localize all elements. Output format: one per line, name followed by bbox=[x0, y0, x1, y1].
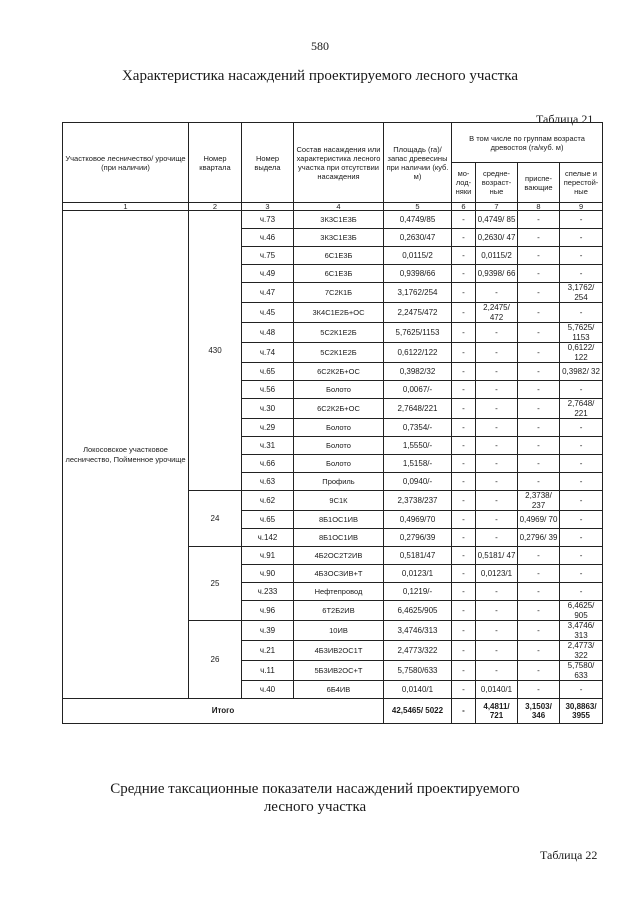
middle-cell: - bbox=[476, 363, 518, 381]
mature-cell: - bbox=[560, 491, 603, 511]
area-cell: 2,7648/221 bbox=[384, 399, 452, 419]
total-label: Итого bbox=[63, 699, 384, 724]
header-composition: Состав насаждения или характеристика лесного участка при отсутствии насаждения bbox=[294, 123, 384, 203]
total-mature: 30,8863/ 3955 bbox=[560, 699, 603, 724]
area-cell: 0,0940/- bbox=[384, 473, 452, 491]
area-cell: 0,7354/- bbox=[384, 419, 452, 437]
young-cell: - bbox=[452, 343, 476, 363]
area-cell: 0,4969/70 bbox=[384, 511, 452, 529]
young-cell: - bbox=[452, 211, 476, 229]
young-cell: - bbox=[452, 265, 476, 283]
mature-cell: 0,3982/ 32 bbox=[560, 363, 603, 381]
plot-cell: ч.62 bbox=[242, 491, 294, 511]
premature-cell: - bbox=[518, 583, 560, 601]
composition-cell: 7С2К1Б bbox=[294, 283, 384, 303]
composition-cell: 3К3С1Е3Б bbox=[294, 211, 384, 229]
total-premature: 3,1503/ 346 bbox=[518, 699, 560, 724]
premature-cell: - bbox=[518, 437, 560, 455]
premature-cell: - bbox=[518, 381, 560, 399]
mature-cell: - bbox=[560, 437, 603, 455]
quarter-cell: 24 bbox=[189, 491, 242, 547]
young-cell: - bbox=[452, 363, 476, 381]
young-cell: - bbox=[452, 529, 476, 547]
middle-cell: - bbox=[476, 491, 518, 511]
premature-cell: - bbox=[518, 247, 560, 265]
plot-cell: ч.142 bbox=[242, 529, 294, 547]
composition-cell: Болото bbox=[294, 437, 384, 455]
mature-cell: 3,1762/ 254 bbox=[560, 283, 603, 303]
middle-cell: - bbox=[476, 343, 518, 363]
middle-cell: - bbox=[476, 601, 518, 621]
mature-cell: - bbox=[560, 473, 603, 491]
premature-cell: 0,2796/ 39 bbox=[518, 529, 560, 547]
premature-cell: - bbox=[518, 211, 560, 229]
composition-cell: 6С2К2Б+ОС bbox=[294, 399, 384, 419]
area-cell: 2,4773/322 bbox=[384, 641, 452, 661]
column-number: 3 bbox=[242, 203, 294, 211]
area-cell: 0,0123/1 bbox=[384, 565, 452, 583]
plot-cell: ч.63 bbox=[242, 473, 294, 491]
young-cell: - bbox=[452, 247, 476, 265]
middle-cell: 0,9398/ 66 bbox=[476, 265, 518, 283]
premature-cell: - bbox=[518, 455, 560, 473]
young-cell: - bbox=[452, 661, 476, 681]
area-cell: 0,2630/47 bbox=[384, 229, 452, 247]
page-number: 580 bbox=[311, 39, 329, 53]
plot-cell: ч.30 bbox=[242, 399, 294, 419]
area-cell: 0,0140/1 bbox=[384, 681, 452, 699]
premature-cell: - bbox=[518, 343, 560, 363]
premature-cell: - bbox=[518, 641, 560, 661]
young-cell: - bbox=[452, 283, 476, 303]
header-forestry: Участковое лесничество/ урочище (при наличии) bbox=[63, 123, 189, 203]
middle-cell: - bbox=[476, 583, 518, 601]
column-number: 7 bbox=[476, 203, 518, 211]
young-cell: - bbox=[452, 419, 476, 437]
middle-cell: 0,4749/ 85 bbox=[476, 211, 518, 229]
plot-cell: ч.90 bbox=[242, 565, 294, 583]
area-cell: 3,4746/313 bbox=[384, 621, 452, 641]
mature-cell: - bbox=[560, 565, 603, 583]
header-mature: спелые и перестой-ные bbox=[560, 163, 603, 203]
plot-cell: ч.91 bbox=[242, 547, 294, 565]
plot-cell: ч.66 bbox=[242, 455, 294, 473]
young-cell: - bbox=[452, 473, 476, 491]
mature-cell: 3,4746/ 313 bbox=[560, 621, 603, 641]
composition-cell: 5Б3ИВ2ОС+Т bbox=[294, 661, 384, 681]
table-22-label: Таблица 22 bbox=[540, 848, 598, 862]
middle-cell: - bbox=[476, 641, 518, 661]
composition-cell: 4Б3ИВ2ОС1Т bbox=[294, 641, 384, 661]
young-cell: - bbox=[452, 583, 476, 601]
middle-cell: - bbox=[476, 473, 518, 491]
area-cell: 0,2796/39 bbox=[384, 529, 452, 547]
mature-cell: 0,6122/ 122 bbox=[560, 343, 603, 363]
composition-cell: 6С1Е3Б bbox=[294, 265, 384, 283]
plot-cell: ч.31 bbox=[242, 437, 294, 455]
mature-cell: - bbox=[560, 229, 603, 247]
plot-cell: ч.11 bbox=[242, 661, 294, 681]
premature-cell: - bbox=[518, 283, 560, 303]
area-cell: 0,0067/- bbox=[384, 381, 452, 399]
column-number: 2 bbox=[189, 203, 242, 211]
young-cell: - bbox=[452, 681, 476, 699]
mature-cell: - bbox=[560, 303, 603, 323]
header-plot: Номер выдела bbox=[242, 123, 294, 203]
quarter-cell: 26 bbox=[189, 621, 242, 699]
plot-cell: ч.39 bbox=[242, 621, 294, 641]
composition-cell: Нефтепровод bbox=[294, 583, 384, 601]
premature-cell: - bbox=[518, 265, 560, 283]
composition-cell: 3К3С1Е3Б bbox=[294, 229, 384, 247]
plot-cell: ч.49 bbox=[242, 265, 294, 283]
column-number: 4 bbox=[294, 203, 384, 211]
area-cell: 0,0115/2 bbox=[384, 247, 452, 265]
young-cell: - bbox=[452, 565, 476, 583]
young-cell: - bbox=[452, 455, 476, 473]
total-middle: 4,4811/ 721 bbox=[476, 699, 518, 724]
composition-cell: Болото bbox=[294, 381, 384, 399]
mature-cell: - bbox=[560, 547, 603, 565]
quarter-cell: 25 bbox=[189, 547, 242, 621]
middle-cell: - bbox=[476, 399, 518, 419]
plot-cell: ч.45 bbox=[242, 303, 294, 323]
plot-cell: ч.21 bbox=[242, 641, 294, 661]
premature-cell: 2,3738/ 237 bbox=[518, 491, 560, 511]
area-cell: 1,5550/- bbox=[384, 437, 452, 455]
mature-cell: - bbox=[560, 211, 603, 229]
young-cell: - bbox=[452, 601, 476, 621]
header-middle: средне-возраст-ные bbox=[476, 163, 518, 203]
plot-cell: ч.75 bbox=[242, 247, 294, 265]
plot-cell: ч.46 bbox=[242, 229, 294, 247]
area-cell: 0,6122/122 bbox=[384, 343, 452, 363]
premature-cell: - bbox=[518, 621, 560, 641]
total-young: - bbox=[452, 699, 476, 724]
mature-cell: 2,7648/ 221 bbox=[560, 399, 603, 419]
composition-cell: Болото bbox=[294, 419, 384, 437]
plot-cell: ч.96 bbox=[242, 601, 294, 621]
mature-cell: - bbox=[560, 247, 603, 265]
composition-cell: 4Б2ОС2Т2ИВ bbox=[294, 547, 384, 565]
composition-cell: 4Б3ОС3ИВ+Т bbox=[294, 565, 384, 583]
young-cell: - bbox=[452, 381, 476, 399]
plot-cell: ч.40 bbox=[242, 681, 294, 699]
composition-cell: Профиль bbox=[294, 473, 384, 491]
area-cell: 0,4749/85 bbox=[384, 211, 452, 229]
mature-cell: - bbox=[560, 381, 603, 399]
plot-cell: ч.73 bbox=[242, 211, 294, 229]
section-heading: Средние таксационные показатели насаждений проектируемого лесного участка bbox=[110, 781, 520, 815]
area-cell: 3,1762/254 bbox=[384, 283, 452, 303]
middle-cell: - bbox=[476, 437, 518, 455]
middle-cell: - bbox=[476, 323, 518, 343]
composition-cell: Болото bbox=[294, 455, 384, 473]
plot-cell: ч.47 bbox=[242, 283, 294, 303]
quarter-cell: 430 bbox=[189, 211, 242, 491]
area-cell: 2,2475/472 bbox=[384, 303, 452, 323]
composition-cell: 8Б1ОС1ИВ bbox=[294, 529, 384, 547]
premature-cell: - bbox=[518, 323, 560, 343]
mature-cell: 5,7625/ 1153 bbox=[560, 323, 603, 343]
young-cell: - bbox=[452, 229, 476, 247]
column-number: 8 bbox=[518, 203, 560, 211]
middle-cell: - bbox=[476, 455, 518, 473]
plot-cell: ч.65 bbox=[242, 511, 294, 529]
mature-cell: - bbox=[560, 681, 603, 699]
mature-cell: - bbox=[560, 265, 603, 283]
young-cell: - bbox=[452, 303, 476, 323]
premature-cell: - bbox=[518, 601, 560, 621]
middle-cell: 0,2630/ 47 bbox=[476, 229, 518, 247]
composition-cell: 6С2К2Б+ОС bbox=[294, 363, 384, 381]
plot-cell: ч.74 bbox=[242, 343, 294, 363]
header-age-group: В том числе по группам возраста древостоя (га/куб. м) bbox=[452, 123, 603, 163]
header-premature: приспе-вающие bbox=[518, 163, 560, 203]
middle-cell: - bbox=[476, 283, 518, 303]
premature-cell: - bbox=[518, 303, 560, 323]
premature-cell: - bbox=[518, 473, 560, 491]
plot-cell: ч.29 bbox=[242, 419, 294, 437]
composition-cell: 8Б1ОС1ИВ bbox=[294, 511, 384, 529]
area-cell: 1,5158/- bbox=[384, 455, 452, 473]
composition-cell: 6Т2Б2ИВ bbox=[294, 601, 384, 621]
middle-cell: - bbox=[476, 661, 518, 681]
premature-cell: - bbox=[518, 363, 560, 381]
header-area: Площадь (га)/запас древесины при наличии (куб. м) bbox=[384, 123, 452, 203]
header-young: мо-лод-няки bbox=[452, 163, 476, 203]
composition-cell: 6С1Е3Б bbox=[294, 247, 384, 265]
composition-cell: 6Б4ИВ bbox=[294, 681, 384, 699]
premature-cell: - bbox=[518, 661, 560, 681]
middle-cell: - bbox=[476, 529, 518, 547]
total-row bbox=[63, 699, 603, 724]
middle-cell: - bbox=[476, 621, 518, 641]
mature-cell: 6,4625/ 905 bbox=[560, 601, 603, 621]
mature-cell: 2,4773/ 322 bbox=[560, 641, 603, 661]
area-cell: 2,3738/237 bbox=[384, 491, 452, 511]
mature-cell: 5,7580/ 633 bbox=[560, 661, 603, 681]
column-number: 6 bbox=[452, 203, 476, 211]
area-cell: 0,9398/66 bbox=[384, 265, 452, 283]
plot-cell: ч.65 bbox=[242, 363, 294, 381]
area-cell: 5,7625/1153 bbox=[384, 323, 452, 343]
area-cell: 0,3982/32 bbox=[384, 363, 452, 381]
young-cell: - bbox=[452, 323, 476, 343]
mature-cell: - bbox=[560, 511, 603, 529]
composition-cell: 10ИВ bbox=[294, 621, 384, 641]
composition-cell: 3К4С1Е2Б+ОС bbox=[294, 303, 384, 323]
area-cell: 0,1219/- bbox=[384, 583, 452, 601]
composition-cell: 5С2К1Е2Б bbox=[294, 343, 384, 363]
middle-cell: - bbox=[476, 511, 518, 529]
column-number: 9 bbox=[560, 203, 603, 211]
total-area: 42,5465/ 5022 bbox=[384, 699, 452, 724]
middle-cell: - bbox=[476, 419, 518, 437]
forestry-cell: Локосовское участковое лесничество, Пойменное урочище bbox=[63, 211, 189, 699]
young-cell: - bbox=[452, 399, 476, 419]
young-cell: - bbox=[452, 437, 476, 455]
premature-cell: - bbox=[518, 565, 560, 583]
middle-cell: - bbox=[476, 381, 518, 399]
area-cell: 6,4625/905 bbox=[384, 601, 452, 621]
middle-cell: 0,0115/2 bbox=[476, 247, 518, 265]
area-cell: 0,5181/47 bbox=[384, 547, 452, 565]
young-cell: - bbox=[452, 547, 476, 565]
premature-cell: 0,4969/ 70 bbox=[518, 511, 560, 529]
middle-cell: 0,5181/ 47 bbox=[476, 547, 518, 565]
premature-cell: - bbox=[518, 399, 560, 419]
young-cell: - bbox=[452, 511, 476, 529]
premature-cell: - bbox=[518, 681, 560, 699]
area-cell: 5,7580/633 bbox=[384, 661, 452, 681]
middle-cell: 0,0123/1 bbox=[476, 565, 518, 583]
premature-cell: - bbox=[518, 229, 560, 247]
composition-cell: 9С1К bbox=[294, 491, 384, 511]
middle-cell: 0,0140/1 bbox=[476, 681, 518, 699]
young-cell: - bbox=[452, 641, 476, 661]
column-number: 5 bbox=[384, 203, 452, 211]
plot-cell: ч.233 bbox=[242, 583, 294, 601]
plot-cell: ч.56 bbox=[242, 381, 294, 399]
header-quarter: Номер квартала bbox=[189, 123, 242, 203]
table-21-label: Таблица 21 bbox=[536, 112, 594, 126]
mature-cell: - bbox=[560, 529, 603, 547]
young-cell: - bbox=[452, 491, 476, 511]
column-number: 1 bbox=[63, 203, 189, 211]
mature-cell: - bbox=[560, 455, 603, 473]
plantation-table bbox=[62, 122, 603, 724]
plot-cell: ч.48 bbox=[242, 323, 294, 343]
middle-cell: 2,2475/ 472 bbox=[476, 303, 518, 323]
mature-cell: - bbox=[560, 419, 603, 437]
mature-cell: - bbox=[560, 583, 603, 601]
premature-cell: - bbox=[518, 547, 560, 565]
young-cell: - bbox=[452, 621, 476, 641]
table-row bbox=[63, 211, 603, 229]
premature-cell: - bbox=[518, 419, 560, 437]
composition-cell: 5С2К1Е2Б bbox=[294, 323, 384, 343]
page-title: Характеристика насаждений проектируемого лесного участка bbox=[121, 68, 519, 84]
